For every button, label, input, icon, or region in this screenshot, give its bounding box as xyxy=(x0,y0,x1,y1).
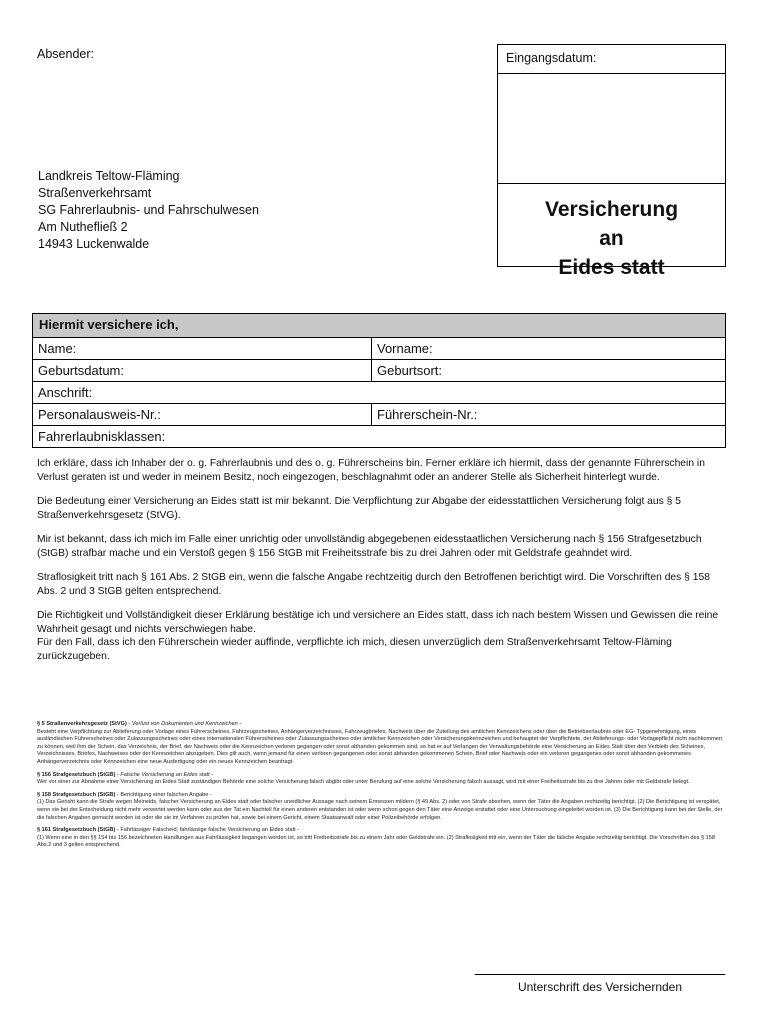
form-header: Hiermit versichere ich, xyxy=(33,314,725,337)
anschrift-field[interactable]: Anschrift: xyxy=(38,385,93,400)
title-line: an xyxy=(599,227,624,250)
address-line: Straßenverkehrsamt xyxy=(38,186,152,200)
address-line: SG Fahrerlaubnis- und Fahrschulwesen xyxy=(38,203,259,217)
legal-text: (1) Das Gericht kann die Strafe wegen Meineids, falscher Versicherung an Eides statt oder falscher uneidlicher Aussage nach seinem Ermessen mildern (§ 49 Abs. 2) oder von Strafe absehen, wenn der Täter die Angaben rechtzeitig berichtigt. (2) Die Berichtigung ist verspätet, wenn sie bei der Entscheidung nicht mehr verwertet werden kann oder aus der Tat ein Nachteil für einen anderen entstanden ist oder wenn schon gegen den Täter eine Anzeige erstattet oder eine Untersuchung eingeleitet worden ist. (3) Die Berichtigung kann bei der Stelle, der die falschen Angaben gemacht worden ist oder die sie im Verfahren zu prüfen hat, sowie bei einem Gericht, einem Staatsanwalt oder einer Polizeibehörde erfolgen. xyxy=(37,799,723,821)
paragraph: Die Bedeutung einer Versicherung an Eides statt ist mir bekannt. Die Verpflichtung zur Abgabe der eidesstattlichen Versicherung folgt aus § 5 Straßenverkehrsgesetz (StVG). xyxy=(37,496,681,521)
paragraph: Straflosigkeit tritt nach § 161 Abs. 2 StGB ein, wenn die falsche Angabe rechtzeitig durch den Betroffenen berichtigt wird. Die Vorschriften des § 158 Abs. 2 und 3 StGB gelten entsprechend. xyxy=(37,572,710,597)
legal-heading: § 161 Strafgesetzbuch (StGB) xyxy=(37,827,116,834)
address-line: 14943 Luckenwalde xyxy=(38,237,150,251)
title-line: Versicherung xyxy=(544,198,679,221)
paragraph: Mir ist bekannt, dass ich mich im Falle einer unrichtig oder unvollständig abgegebenen eidesstaatlichen Versicherung nach § 156 Strafgesetzbuch (StGB) strafbar mache und ein Verstoß gegen § 156 StGB mit Freiheitsstrafe bis zu drei Jahren oder mit Geldstrafe geahndet wird. xyxy=(37,534,702,559)
personal-data-form xyxy=(32,313,726,448)
paragraph: Die Richtigkeit und Vollständigkeit dieser Erklärung bestätige ich und versichere an Eides statt, dass ich nach bestem Wissen und Gewissen die reine Wahrheit gesagt und nichts verschwiegen habe. xyxy=(37,610,719,635)
legal-heading: § 5 Straßenverkehrsgesetz (StVG) xyxy=(37,721,127,727)
legal-section: § 161 Strafgesetzbuch (StGB) - Fahrlässiger Falscheid; fahrlässige falsche Versicherung an Eides statt - (1) Wenn eine in den §§ 154 bis 156 bezeichneten Handlungen aus Fahrlässigkeit begangen worden ist, so tritt Freiheitsstrafe bis zu einem Jahr oder Geldstrafe ein. (2) Straflosigkeit tritt ein, wenn der Täter die falsche Angabe rechtzeitig berichtigt. Die Vorschriften des § 158 Abs.2 und 3 gelten entsprechend. xyxy=(37,827,715,849)
address-line: Landkreis Teltow-Fläming xyxy=(38,169,180,183)
form-row xyxy=(33,425,725,447)
legal-subtitle: Falsche Versicherung an Eides statt - xyxy=(120,771,214,778)
legal-subtitle: Berichtigung einer falschen Angabe - xyxy=(120,791,212,798)
legal-subtitle: Fahrlässiger Falscheid; fahrlässige falsche Versicherung an Eides statt - xyxy=(120,827,300,834)
paragraph: Ich erkläre, dass ich Inhaber der o. g. Fahrerlaubnis und des o. g. Führerscheins bin. Ferner erkläre ich hiermit, dass der genannte Führerschein in Verlust geraten ist und weder in meinem Besitz, noch eingezogen, beschlagnahmt oder an anderer Stelle als Sicherheit hinterlegt wurde. xyxy=(37,458,705,483)
legal-text: Besteht eine Verpflichtung zur Ablieferung oder Vorlage eines Führerscheines, Fahrzeugscheines, Anhängerverzeichnisses, Fahrzeugbriefes, Nachweis über die Zuteilung des amtlichen Kennzeichens oder über die Betriebserlaubnis oder EG- Typgenehmigung, eines ausländischen Führerscheines oder Zulassungsscheines oder eines internationalen Führerscheines oder Zulassungsscheines oder amtlicher Kennzeichen oder Versicherungskennzeichen und behauptet der Verpflichtete, der Ablieferungs- oder Vorlagepflicht nicht nachkommen zu können, weil ihm der Schein, das Verzeichnis, der Brief, der Nachweis oder die Kennzeichen verloren gegangen oder sonst abhanden gekommen sind, so hat er auf Verlangen der Verwaltungsbehörde eine Versicherung an Eides Statt über den Verbleib des Scheines, Verzeichnisses, Briefes, Nachweises oder der Kennzeichen abzugeben. Dies gilt auch, wenn jemand für einen verloren gegangenen oder sonst abhanden gekommenen Schein, Brief oder Nachweis oder ein verloren gegangenes oder sonst abhanden gekommenes Anhängerverzeichnis oder Kennzeichen eine neue Ausfertigung oder ein neues Kennzeichen beantragt xyxy=(37,728,723,765)
paragraph: Für den Fall, dass ich den Führerschein wieder auffinde, verpflichte ich mich, diesen unverzüglich dem Straßenverkehrsamt Teltow-Fläming zurückzugeben. xyxy=(37,637,672,662)
legal-text: (1) Wenn eine in den §§ 154 bis 156 bezeichneten Handlungen aus Fahrlässigkeit begangen worden ist, so tritt Freiheitsstrafe bis zu einem Jahr oder Geldstrafe ein. (2) Straflosigkeit tritt ein, wenn der Täter die falsche Angabe rechtzeitig berichtigt. Die Vorschriften des § 158 Abs.2 und 3 gelten entsprechend. xyxy=(37,834,715,849)
legal-text: Wer vor einer zur Abnahme einer Versicherung an Eides Statt zuständigen Behörde eine solche Versicherung falsch abgibt oder unter Berufung auf eine solche Versicherung falsch aussagt, wird mit einer Freiheitsstrafe bis zu drei Jahren oder mit Geldstrafe belegt. xyxy=(37,779,690,786)
legal-heading: § 156 Strafgesetzbuch (StGB) xyxy=(37,771,116,778)
geburtsort-field[interactable]: Geburtsort: xyxy=(377,363,443,378)
signature-line[interactable] xyxy=(475,974,725,975)
fahrerlaubnisklassen-field[interactable]: Fahrerlaubnisklassen: xyxy=(38,429,166,444)
sender-label: Absender: xyxy=(37,47,94,61)
document-title xyxy=(498,195,725,282)
legal-heading: § 158 Strafgesetzbuch (StGB) xyxy=(37,791,116,798)
vorname-field[interactable]: Vorname: xyxy=(377,341,433,356)
legal-section: § 156 Strafgesetzbuch (StGB) - Falsche Versicherung an Eides statt - Wer vor einer zur Abnahme einer Versicherung an Eides Statt zuständigen Behörde eine solche Versicherung falsch abgibt oder unter Berufung auf eine solche Versicherung falsch aussagt, wird mit einer Freiheitsstrafe bis zu drei Jahren oder mit Geldstrafe belegt. xyxy=(37,771,690,786)
receipt-date-label: Eingangsdatum: xyxy=(498,45,725,74)
legal-section: § 158 Strafgesetzbuch (StGB) - Berichtigung einer falschen Angabe - (1) Das Gericht kann die Strafe wegen Meineids, falscher Versicherung an Eides statt oder falscher uneidlicher Aussage nach seinem Ermessen mildern (§ 49 Abs. 2) oder von Strafe absehen, wenn der Täter die Angaben rechtzeitig berichtigt. (2) Die Berichtigung ist verspätet, wenn sie bei der Entscheidung nicht mehr verwertet werden kann oder aus der Tat ein Nachteil für einen anderen entstanden ist oder wenn schon gegen den Täter eine Anzeige erstattet oder eine Untersuchung eingeleitet worden ist. (3) Die Berichtigung kann bei der Stelle, der die falschen Angaben gemacht worden ist oder die sie im Verfahren zu prüfen hat, sowie bei einem Gericht, einem Staatsanwalt oder einer Polizeibehörde erfolgen. xyxy=(37,791,723,821)
signature-label: Unterschrift des Versichernden xyxy=(517,980,683,994)
legal-subtitle: Verlust von Dokumenten und Kennzeichen - xyxy=(131,721,242,727)
name-field[interactable]: Name: xyxy=(33,338,372,359)
form-row xyxy=(33,359,725,381)
geburtsdatum-field[interactable]: Geburtsdatum: xyxy=(33,360,372,381)
receipt-date-field[interactable] xyxy=(498,74,725,184)
receipt-box xyxy=(497,44,726,279)
legal-references xyxy=(37,721,727,855)
declaration-text xyxy=(37,457,727,674)
form-row xyxy=(33,381,725,403)
form-row xyxy=(33,403,725,425)
personalausweis-field[interactable]: Personalausweis-Nr.: xyxy=(33,404,372,425)
address-line: Am Nuthefließ 2 xyxy=(38,220,128,234)
legal-section: § 5 Straßenverkehrsgesetz (StVG) - Verlust von Dokumenten und Kennzeichen - Besteht eine Verpflichtung zur Ablieferung oder Vorlage eines Führerscheines, Fahrzeugscheines, Anhängerverzeichnisses, Fahrzeugbriefes, Nachweis über die Zuteilung des amtlichen Kennzeichens oder über die Betriebserlaubnis oder EG- Typgenehmigung, eines ausländischen Führerscheines oder Zulassungsscheines oder eines internationalen Führerscheines oder Zulassungsscheines oder amtlicher Kennzeichen oder Versicherungskennzeichen und behauptet der Verpflichtete, der Ablieferungs- oder Vorlagepflicht nicht nachkommen zu können, weil ihm der Schein, das Verzeichnis, der Brief, der Nachweis oder die Kennzeichen verloren gegangen oder sonst abhanden gekommen sind, so hat er auf Verlangen der Verwaltungsbehörde eine Versicherung an Eides Statt über den Verbleib des Scheines, Verzeichnisses, Briefes, Nachweises oder der Kennzeichen abzugeben. Dies gilt auch, wenn jemand für einen verloren gegangenen oder sonst abhanden gekommenen Schein, Brief oder Nachweis oder ein verloren gegangenes oder sonst abhanden gekommenes Anhängerverzeichnis oder Kennzeichen eine neue Ausfertigung oder ein neues Kennzeichen beantragt xyxy=(37,721,723,765)
recipient-address xyxy=(38,168,259,253)
fuehrerschein-field[interactable]: Führerschein-Nr.: xyxy=(377,407,478,422)
form-row xyxy=(33,337,725,359)
title-line: Eides statt xyxy=(558,256,665,279)
